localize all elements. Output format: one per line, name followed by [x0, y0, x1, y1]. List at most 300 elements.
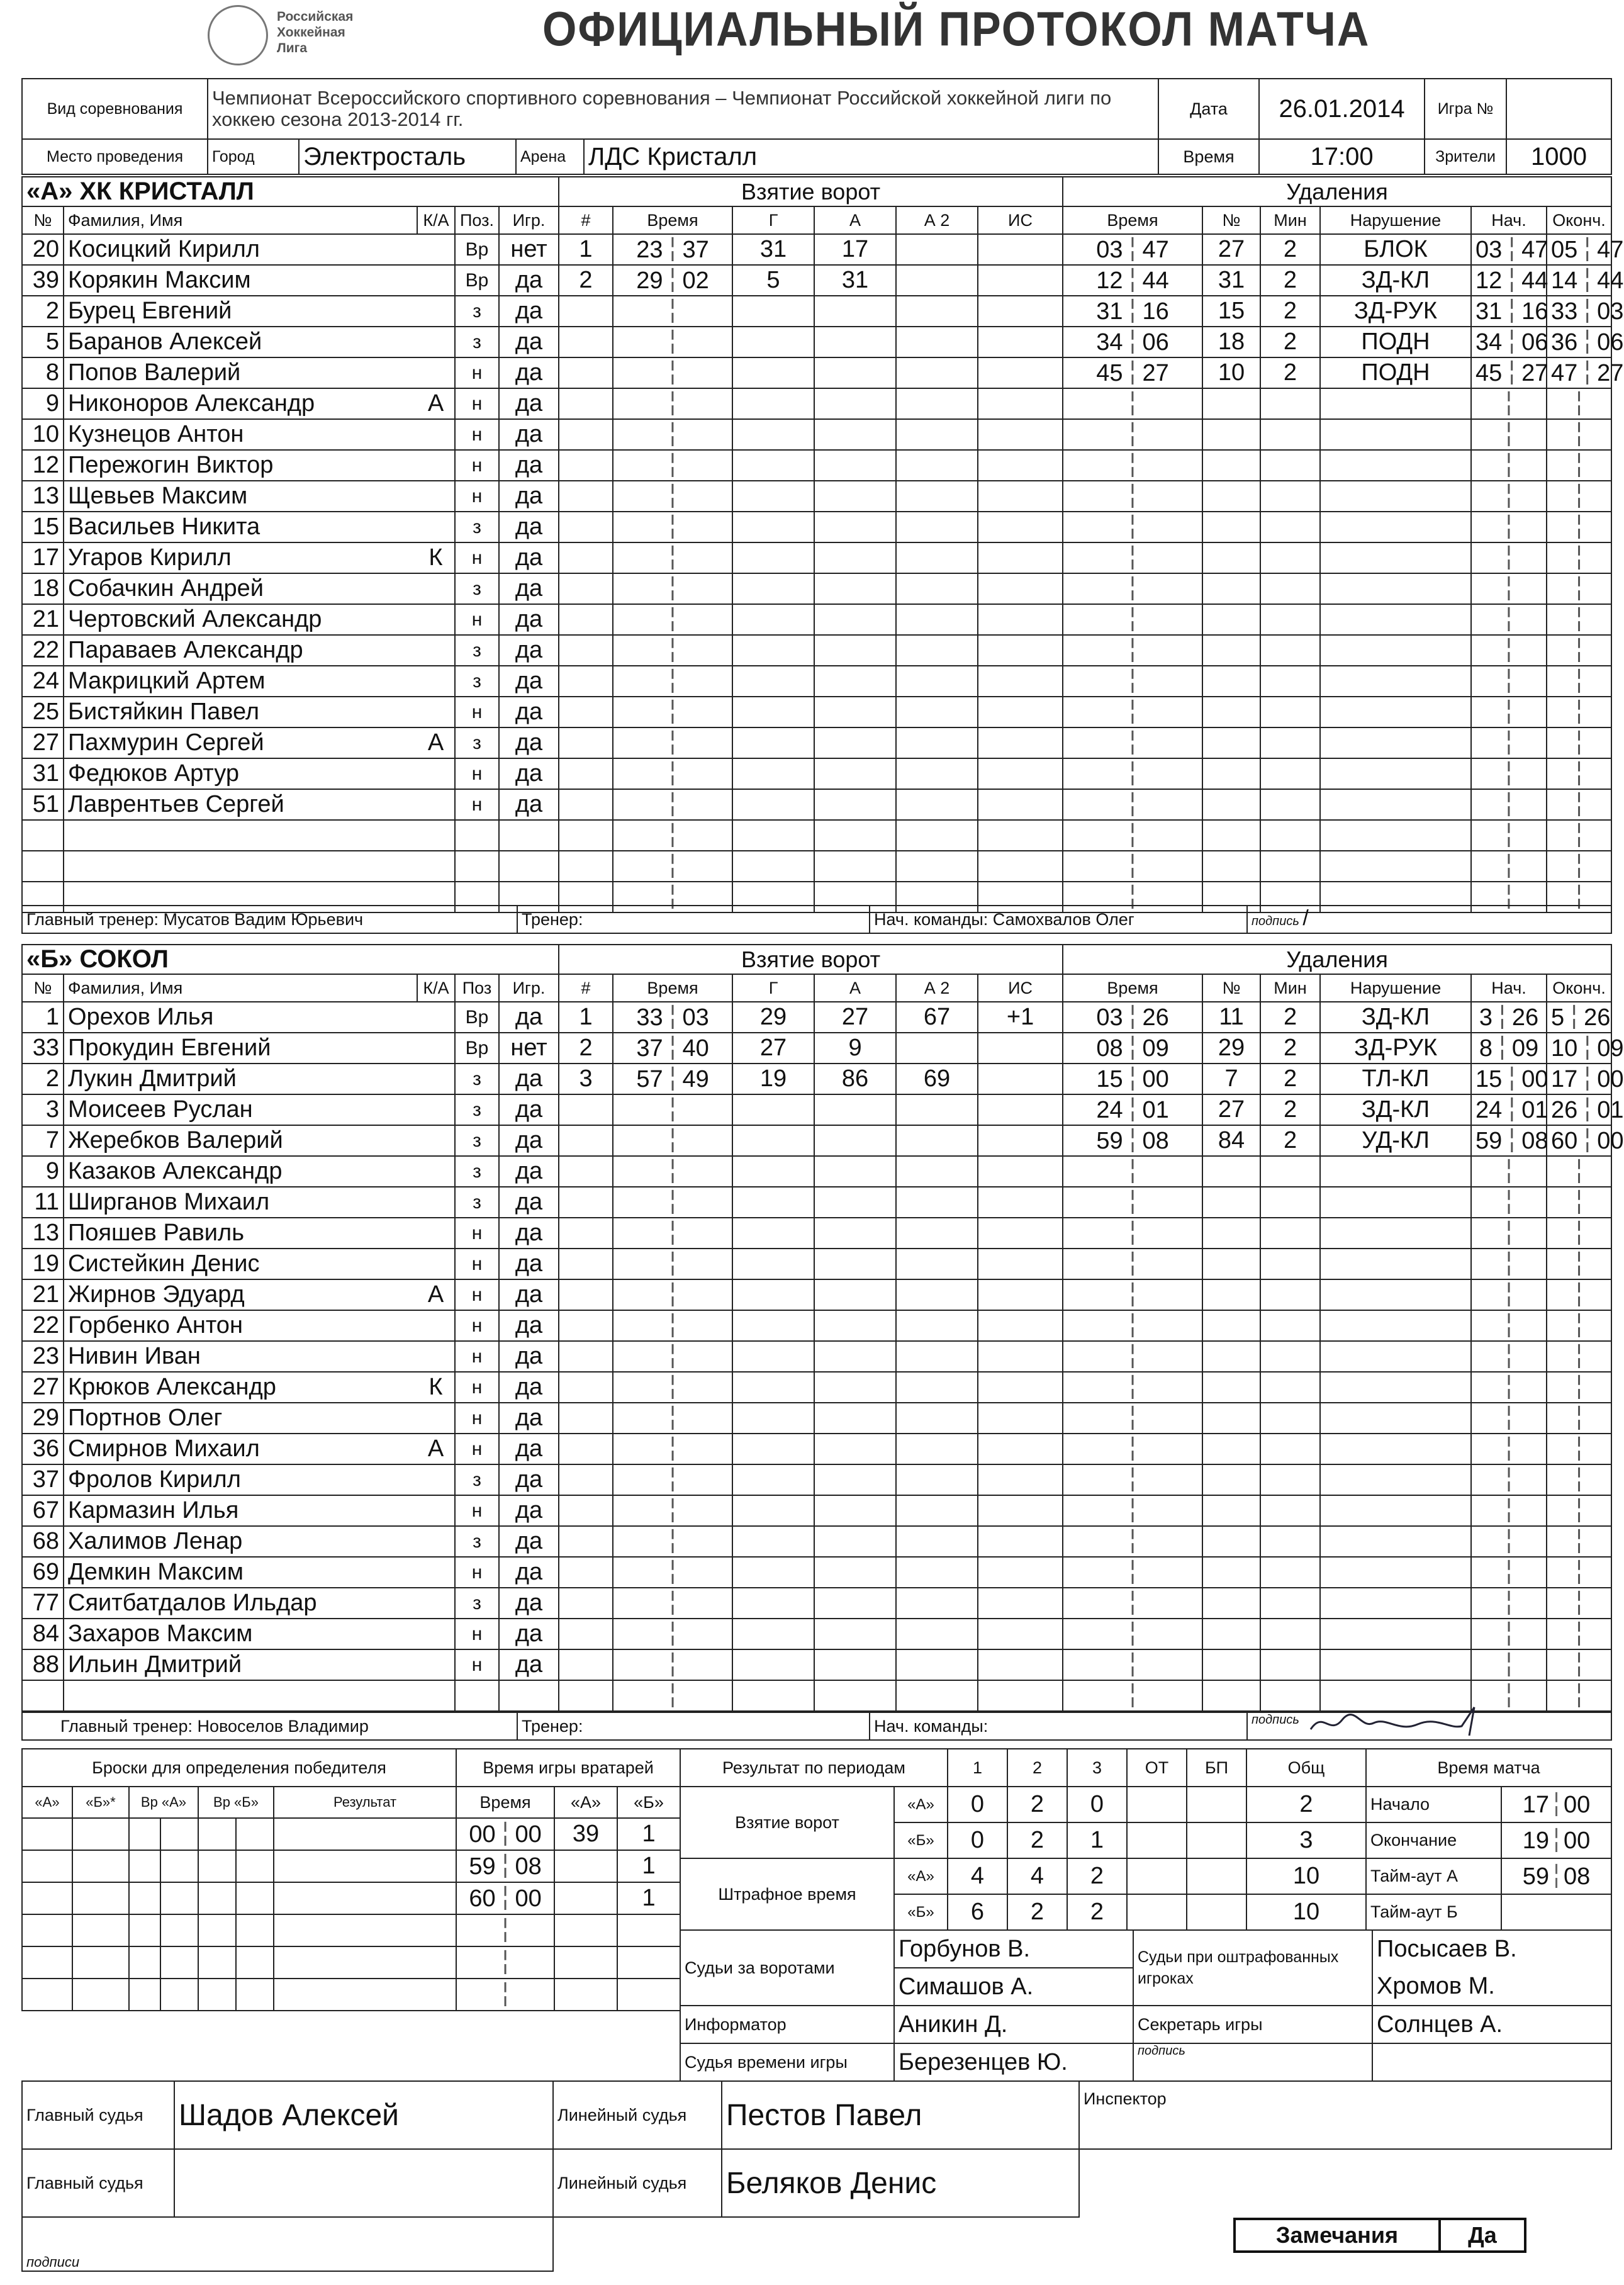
penalty-end	[1547, 1557, 1611, 1588]
goal-number	[559, 1588, 613, 1619]
player-name: Прокудин Евгений	[64, 1033, 417, 1064]
penalty-end	[1547, 265, 1624, 296]
goal-seconds: 02	[682, 267, 709, 294]
officials-signature-label: подпись	[1133, 2043, 1372, 2081]
player-played: да	[499, 265, 559, 296]
match-time-title: Время матча	[1366, 1749, 1611, 1787]
time-separator: ╎	[665, 483, 680, 510]
time-separator: ╎	[1125, 545, 1140, 571]
penalty-player-number	[1202, 419, 1260, 450]
player-number: 36	[22, 1434, 64, 1464]
col-pen-foul: Нарушение	[1320, 206, 1471, 234]
time-separator: ╎	[1125, 1405, 1140, 1432]
penalty-start-sec: 26	[1511, 1004, 1539, 1031]
shootout-a	[22, 1818, 72, 1850]
player-name: Смирнов Михаил	[64, 1434, 417, 1464]
time-separator: ╎	[1572, 1313, 1586, 1339]
col-goal-assist2: А 2	[896, 974, 978, 1002]
team-b-penalties-title: Удаления	[1063, 945, 1611, 974]
time-separator: ╎	[665, 391, 680, 417]
penalty-time	[1063, 1434, 1202, 1464]
player-number: 84	[22, 1619, 64, 1649]
penalty-end	[1547, 296, 1624, 327]
time-separator: ╎	[665, 1374, 680, 1401]
shootout-goalie-a-1	[129, 1946, 160, 1979]
goalie-b	[617, 1979, 680, 2011]
team-b-coach: Главный тренер: Новоселов Владимир	[22, 1712, 517, 1740]
goal-situation	[978, 1464, 1063, 1495]
penalty-foul: ЗД-КЛ	[1320, 265, 1471, 296]
time-separator: ╎	[1572, 1159, 1586, 1185]
player-row	[22, 1649, 1611, 1680]
player-played: да	[499, 1125, 559, 1156]
goal-judge-2: Симашов А.	[894, 1968, 1133, 2006]
penalty-player-number	[1202, 512, 1260, 542]
time-separator: ╎	[1504, 1097, 1520, 1123]
league-logo	[208, 5, 447, 62]
goal-time	[613, 635, 732, 666]
goal-situation: +1	[978, 1002, 1063, 1033]
player-row	[22, 697, 1611, 727]
start-value: 17╎00	[1501, 1787, 1611, 1822]
penalty-foul: ТЛ-КЛ	[1320, 1064, 1471, 1094]
time-separator: ╎	[1125, 730, 1140, 756]
goal-assist	[814, 635, 896, 666]
penalty-end	[1547, 789, 1611, 820]
col-pos: Поз	[455, 974, 499, 1002]
player-captain-mark	[417, 851, 455, 882]
goal-time	[613, 1434, 732, 1464]
team-b-chief: Нач. команды:	[870, 1712, 1247, 1740]
goal-assist	[814, 758, 896, 789]
penalty-player-number	[1202, 758, 1260, 789]
penalty-start	[1471, 1249, 1547, 1279]
player-row	[22, 604, 1611, 635]
time-separator: ╎	[1572, 1652, 1586, 1678]
goal-assist	[814, 1187, 896, 1218]
penalty-end	[1547, 1156, 1611, 1187]
penalty-start	[1471, 542, 1547, 573]
col-name: Фамилия, Имя	[68, 978, 183, 997]
shootout-goalie-b-2	[236, 1818, 274, 1850]
player-number: 21	[22, 1279, 64, 1310]
penalty-foul	[1320, 635, 1471, 666]
col-goal-scorer: Г	[732, 206, 814, 234]
player-played: да	[499, 1495, 559, 1526]
penalty-foul: ЗД-КЛ	[1320, 1094, 1471, 1125]
penalty-player-number	[1202, 1619, 1260, 1649]
player-number: 68	[22, 1526, 64, 1557]
goal-time	[613, 1680, 732, 1711]
time-separator: ╎	[1572, 1344, 1586, 1370]
player-name: Ширганов Михаил	[64, 1187, 417, 1218]
penalty-end-sec: 47	[1597, 237, 1624, 263]
penalty-end	[1547, 635, 1611, 666]
player-number: 8	[22, 357, 64, 388]
time-separator: ╎	[665, 298, 680, 325]
goal-situation	[978, 388, 1063, 419]
player-name: Жирнов Эдуард	[64, 1279, 417, 1310]
player-number: 15	[22, 512, 64, 542]
player-captain-mark	[417, 789, 455, 820]
player-name: Демкин Максим	[64, 1557, 417, 1588]
penalty-seconds: 01	[1142, 1097, 1169, 1123]
col-ka: К/А	[417, 206, 455, 234]
goal-scorer	[732, 697, 814, 727]
time-separator: ╎	[1572, 637, 1586, 664]
goal-scorer	[732, 481, 814, 512]
player-captain-mark	[417, 1094, 455, 1125]
penalty-foul: ЗД-РУК	[1320, 1033, 1471, 1064]
goals-a-p3: 0	[1067, 1787, 1127, 1822]
goal-assist	[814, 727, 896, 758]
penalty-end	[1547, 1619, 1611, 1649]
time-separator: ╎	[665, 360, 680, 386]
time-separator: ╎	[1125, 637, 1140, 664]
penalty-time	[1063, 1310, 1202, 1341]
shootout-goalie-b-2	[236, 1946, 274, 1979]
page-title: ОФИЦИАЛЬНЫЙ ПРОТОКОЛ МАТЧА	[542, 2, 1370, 56]
line-referee-label-1: Линейный судья	[553, 2081, 722, 2149]
goal-time	[613, 820, 732, 851]
penalty-minutes-count	[1260, 1464, 1320, 1495]
penalty-player-number	[1202, 1341, 1260, 1372]
goal-situation	[978, 666, 1063, 697]
penalty-minutes-count	[1260, 388, 1320, 419]
goal-number	[559, 419, 613, 450]
shootout-result	[274, 1914, 456, 1946]
penalty-end	[1547, 1094, 1624, 1125]
goal-assist2	[896, 1218, 978, 1249]
penalty-end	[1547, 357, 1624, 388]
goalie-b	[617, 1946, 680, 1979]
penalty-end-min: 36	[1551, 329, 1578, 356]
goal-assist	[814, 327, 896, 357]
goal-situation	[978, 1064, 1063, 1094]
time-separator: ╎	[1501, 483, 1516, 510]
goal-number	[559, 1649, 613, 1680]
penalty-end	[1547, 1341, 1611, 1372]
goalie-col-a: «А»	[554, 1787, 617, 1818]
penalty-time	[1063, 542, 1202, 573]
player-played: да	[499, 1310, 559, 1341]
penalty-start	[1471, 1526, 1547, 1557]
shootout-a	[22, 1850, 72, 1882]
penalty-minutes-count: 2	[1260, 1064, 1320, 1094]
player-captain-mark	[417, 1649, 455, 1680]
goal-scorer	[732, 1249, 814, 1279]
end-label: Окончание	[1366, 1822, 1501, 1858]
player-position: н	[455, 357, 499, 388]
end-minutes: 00	[1563, 1827, 1591, 1854]
player-position: Вр	[455, 1033, 499, 1064]
penalty-start-sec: 08	[1521, 1128, 1548, 1154]
time-separator: ╎	[1495, 1035, 1509, 1062]
team-b-staff-table	[21, 1712, 1612, 1741]
overtime-header: ОТ	[1127, 1749, 1187, 1787]
penalty-foul	[1320, 1341, 1471, 1372]
penalty-time	[1063, 1557, 1202, 1588]
goals-b-p2: 2	[1007, 1822, 1067, 1858]
player-number: 27	[22, 727, 64, 758]
goal-assist: 27	[814, 1002, 896, 1033]
penalty-foul	[1320, 419, 1471, 450]
goal-situation	[978, 1588, 1063, 1619]
penalty-minutes-count	[1260, 1434, 1320, 1464]
col-pen-end: Оконч.	[1547, 974, 1611, 1002]
player-name: Ильин Дмитрий	[64, 1649, 417, 1680]
penalty-judges-label: Судьи при оштрафованных игроках	[1133, 1930, 1372, 2006]
period-2-header: 2	[1007, 1749, 1067, 1787]
goal-assist2	[896, 635, 978, 666]
player-row	[22, 1249, 1611, 1279]
player-played: да	[499, 1649, 559, 1680]
player-number: 20	[22, 234, 64, 265]
player-position: з	[455, 666, 499, 697]
penalty-time	[1063, 789, 1202, 820]
goal-assist2	[896, 1588, 978, 1619]
goal-number	[559, 357, 613, 388]
penalty-time	[1063, 697, 1202, 727]
penalty-player-number	[1202, 1156, 1260, 1187]
goal-assist2	[896, 1279, 978, 1310]
time-separator: ╎	[1572, 761, 1586, 787]
player-position: н	[455, 1279, 499, 1310]
goal-scorer	[732, 789, 814, 820]
player-played: да	[499, 1156, 559, 1187]
player-number	[22, 1680, 64, 1711]
arena-label: Арена	[516, 139, 584, 174]
goalie-b: 1	[617, 1850, 680, 1882]
penalty-start	[1471, 666, 1547, 697]
penalty-seconds: 09	[1142, 1035, 1169, 1062]
penalty-start-min: 03	[1476, 237, 1503, 263]
player-captain-mark	[417, 481, 455, 512]
goals-b-so	[1187, 1822, 1246, 1858]
goal-time	[613, 758, 732, 789]
goal-assist	[814, 1649, 896, 1680]
goal-assist	[814, 1249, 896, 1279]
time-separator: ╎	[1572, 1590, 1586, 1617]
penalty-seconds: 44	[1142, 267, 1169, 294]
goal-assist2	[896, 1403, 978, 1434]
time-separator: ╎	[1572, 1405, 1586, 1432]
time-separator: ╎	[1125, 699, 1140, 726]
goal-assist2	[896, 1125, 978, 1156]
penalty-foul	[1320, 666, 1471, 697]
time-separator: ╎	[1572, 1621, 1586, 1648]
player-played: да	[499, 296, 559, 327]
player-number: 9	[22, 388, 64, 419]
player-played: да	[499, 1094, 559, 1125]
penalty-player-number	[1202, 481, 1260, 512]
player-number	[22, 851, 64, 882]
goal-seconds: 03	[682, 1004, 709, 1031]
time-separator: ╎	[1125, 1374, 1140, 1401]
penalty-minutes: 08	[1096, 1035, 1123, 1062]
player-captain-mark	[417, 512, 455, 542]
goal-time	[613, 512, 732, 542]
penalty-foul: ЗД-КЛ	[1320, 1002, 1471, 1033]
penalty-start	[1471, 697, 1547, 727]
player-number: 2	[22, 1064, 64, 1094]
penalty-start-sec: 27	[1521, 360, 1548, 386]
logo-line-2: Хоккейная	[277, 25, 345, 40]
time-separator: ╎	[665, 637, 680, 664]
goal-situation	[978, 357, 1063, 388]
player-name: Нивин Иван	[64, 1341, 417, 1372]
goal-time	[613, 1649, 732, 1680]
goal-scorer	[732, 512, 814, 542]
team-b-table	[21, 944, 1624, 1712]
arena-value: ЛДС Кристалл	[584, 139, 1158, 174]
time-separator: ╎	[1572, 822, 1586, 849]
player-played: да	[499, 1403, 559, 1434]
goal-number	[559, 635, 613, 666]
player-played: да	[499, 542, 559, 573]
time-separator: ╎	[1501, 545, 1516, 571]
penalty-start-min: 24	[1476, 1097, 1503, 1123]
goal-time	[613, 666, 732, 697]
player-captain-mark	[417, 1002, 455, 1033]
time-value: 17:00	[1259, 139, 1425, 174]
goal-assist2	[896, 481, 978, 512]
col-pos: Поз.	[455, 206, 499, 234]
goal-assist2	[896, 419, 978, 450]
penalty-end	[1547, 1218, 1611, 1249]
player-number: 77	[22, 1588, 64, 1619]
goal-assist2	[896, 1557, 978, 1588]
goal-assist2	[896, 666, 978, 697]
player-row	[22, 851, 1611, 882]
competition-value: Чемпионат Всероссийского спортивного соревнования – Чемпионат Российской хоккейной лиги по хоккею сезона 2013-2014 гг.	[208, 79, 1158, 139]
goalie-seconds: 00	[515, 1821, 542, 1848]
goal-time	[613, 1218, 732, 1249]
penalty-player-number: 11	[1202, 1002, 1260, 1033]
time-separator: ╎	[1501, 884, 1516, 911]
goal-number	[559, 296, 613, 327]
goal-situation	[978, 481, 1063, 512]
goals-team-a-label: «А»	[894, 1787, 948, 1822]
penalty-player-number	[1202, 789, 1260, 820]
penalty-start	[1471, 789, 1547, 820]
shootout-col-goalie-b: Вр «Б»	[198, 1787, 274, 1818]
pim-b-so	[1187, 1894, 1246, 1930]
periods-title: Результат по периодам	[680, 1749, 948, 1787]
time-separator: ╎	[1572, 853, 1586, 880]
goal-number	[559, 697, 613, 727]
player-number: 7	[22, 1125, 64, 1156]
shootout-goalie-row	[22, 1979, 680, 2011]
remarks-value: Да	[1440, 2219, 1525, 2252]
penalty-player-number: 31	[1202, 265, 1260, 296]
penalty-time	[1063, 851, 1202, 882]
goal-assist2	[896, 1495, 978, 1526]
goal-assist	[814, 481, 896, 512]
player-name: Васильев Никита	[64, 512, 417, 542]
penalty-minutes: 15	[1096, 1066, 1123, 1092]
player-captain-mark	[417, 419, 455, 450]
goal-number: 1	[559, 234, 613, 265]
goal-scorer	[732, 851, 814, 882]
goal-situation	[978, 758, 1063, 789]
time-separator: ╎	[665, 1559, 680, 1586]
goals-a-total: 2	[1246, 1787, 1366, 1822]
player-played: да	[499, 727, 559, 758]
goals-team-b-label: «Б»	[894, 1822, 948, 1858]
player-number: 51	[22, 789, 64, 820]
goal-scorer	[732, 357, 814, 388]
goal-situation	[978, 542, 1063, 573]
time-separator: ╎	[665, 1683, 680, 1709]
player-position: з	[455, 327, 499, 357]
penalty-time	[1063, 265, 1202, 296]
penalty-minutes-count	[1260, 820, 1320, 851]
goal-assist: 86	[814, 1064, 896, 1094]
player-name: Щевьев Максим	[64, 481, 417, 512]
player-number: 1	[22, 1002, 64, 1033]
player-position: з	[455, 635, 499, 666]
player-position: н	[455, 542, 499, 573]
penalty-foul	[1320, 1218, 1471, 1249]
penalty-seconds: 16	[1142, 298, 1169, 325]
player-captain-mark	[417, 1464, 455, 1495]
goal-scorer	[732, 542, 814, 573]
time-separator: ╎	[1572, 1467, 1586, 1493]
goal-situation	[978, 296, 1063, 327]
time-separator: ╎	[665, 1590, 680, 1617]
penalty-end	[1547, 727, 1611, 758]
penalty-start-sec: 06	[1521, 329, 1548, 356]
shootout-goalie-a-2	[160, 1818, 198, 1850]
pim-a-ot	[1127, 1858, 1187, 1894]
penalty-start	[1471, 296, 1547, 327]
player-played: да	[499, 512, 559, 542]
penalty-end	[1547, 1279, 1611, 1310]
penalty-start	[1471, 1341, 1547, 1372]
shootout-goalie-b-2	[236, 1979, 274, 2011]
player-played: да	[499, 357, 559, 388]
goal-assist	[814, 604, 896, 635]
penalty-start	[1471, 327, 1547, 357]
player-row	[22, 820, 1611, 851]
goal-time	[613, 234, 732, 265]
time-separator: ╎	[1580, 1097, 1595, 1123]
penalty-foul	[1320, 1310, 1471, 1341]
player-captain-mark	[417, 1064, 455, 1094]
pim-a-so	[1187, 1858, 1246, 1894]
penalty-player-number: 27	[1202, 234, 1260, 265]
penalty-end	[1547, 666, 1611, 697]
penalty-end	[1547, 1464, 1611, 1495]
penalty-player-number	[1202, 666, 1260, 697]
player-name: Портнов Олег	[64, 1403, 417, 1434]
shootout-b	[72, 1850, 129, 1882]
player-captain-mark	[417, 1249, 455, 1279]
player-name: Орехов Илья	[64, 1002, 417, 1033]
time-separator: ╎	[1125, 237, 1140, 263]
penalty-seconds: 26	[1142, 1004, 1169, 1031]
pim-b-p3: 2	[1067, 1894, 1127, 1930]
goal-scorer	[732, 450, 814, 481]
penalty-judge-2: Хромов М.	[1372, 1968, 1611, 2006]
player-number: 3	[22, 1094, 64, 1125]
player-name: Макрицкий Артем	[64, 666, 417, 697]
goal-assist	[814, 1218, 896, 1249]
goal-number: 3	[559, 1064, 613, 1094]
goal-assist	[814, 1588, 896, 1619]
start-hours: 17	[1522, 1792, 1550, 1818]
